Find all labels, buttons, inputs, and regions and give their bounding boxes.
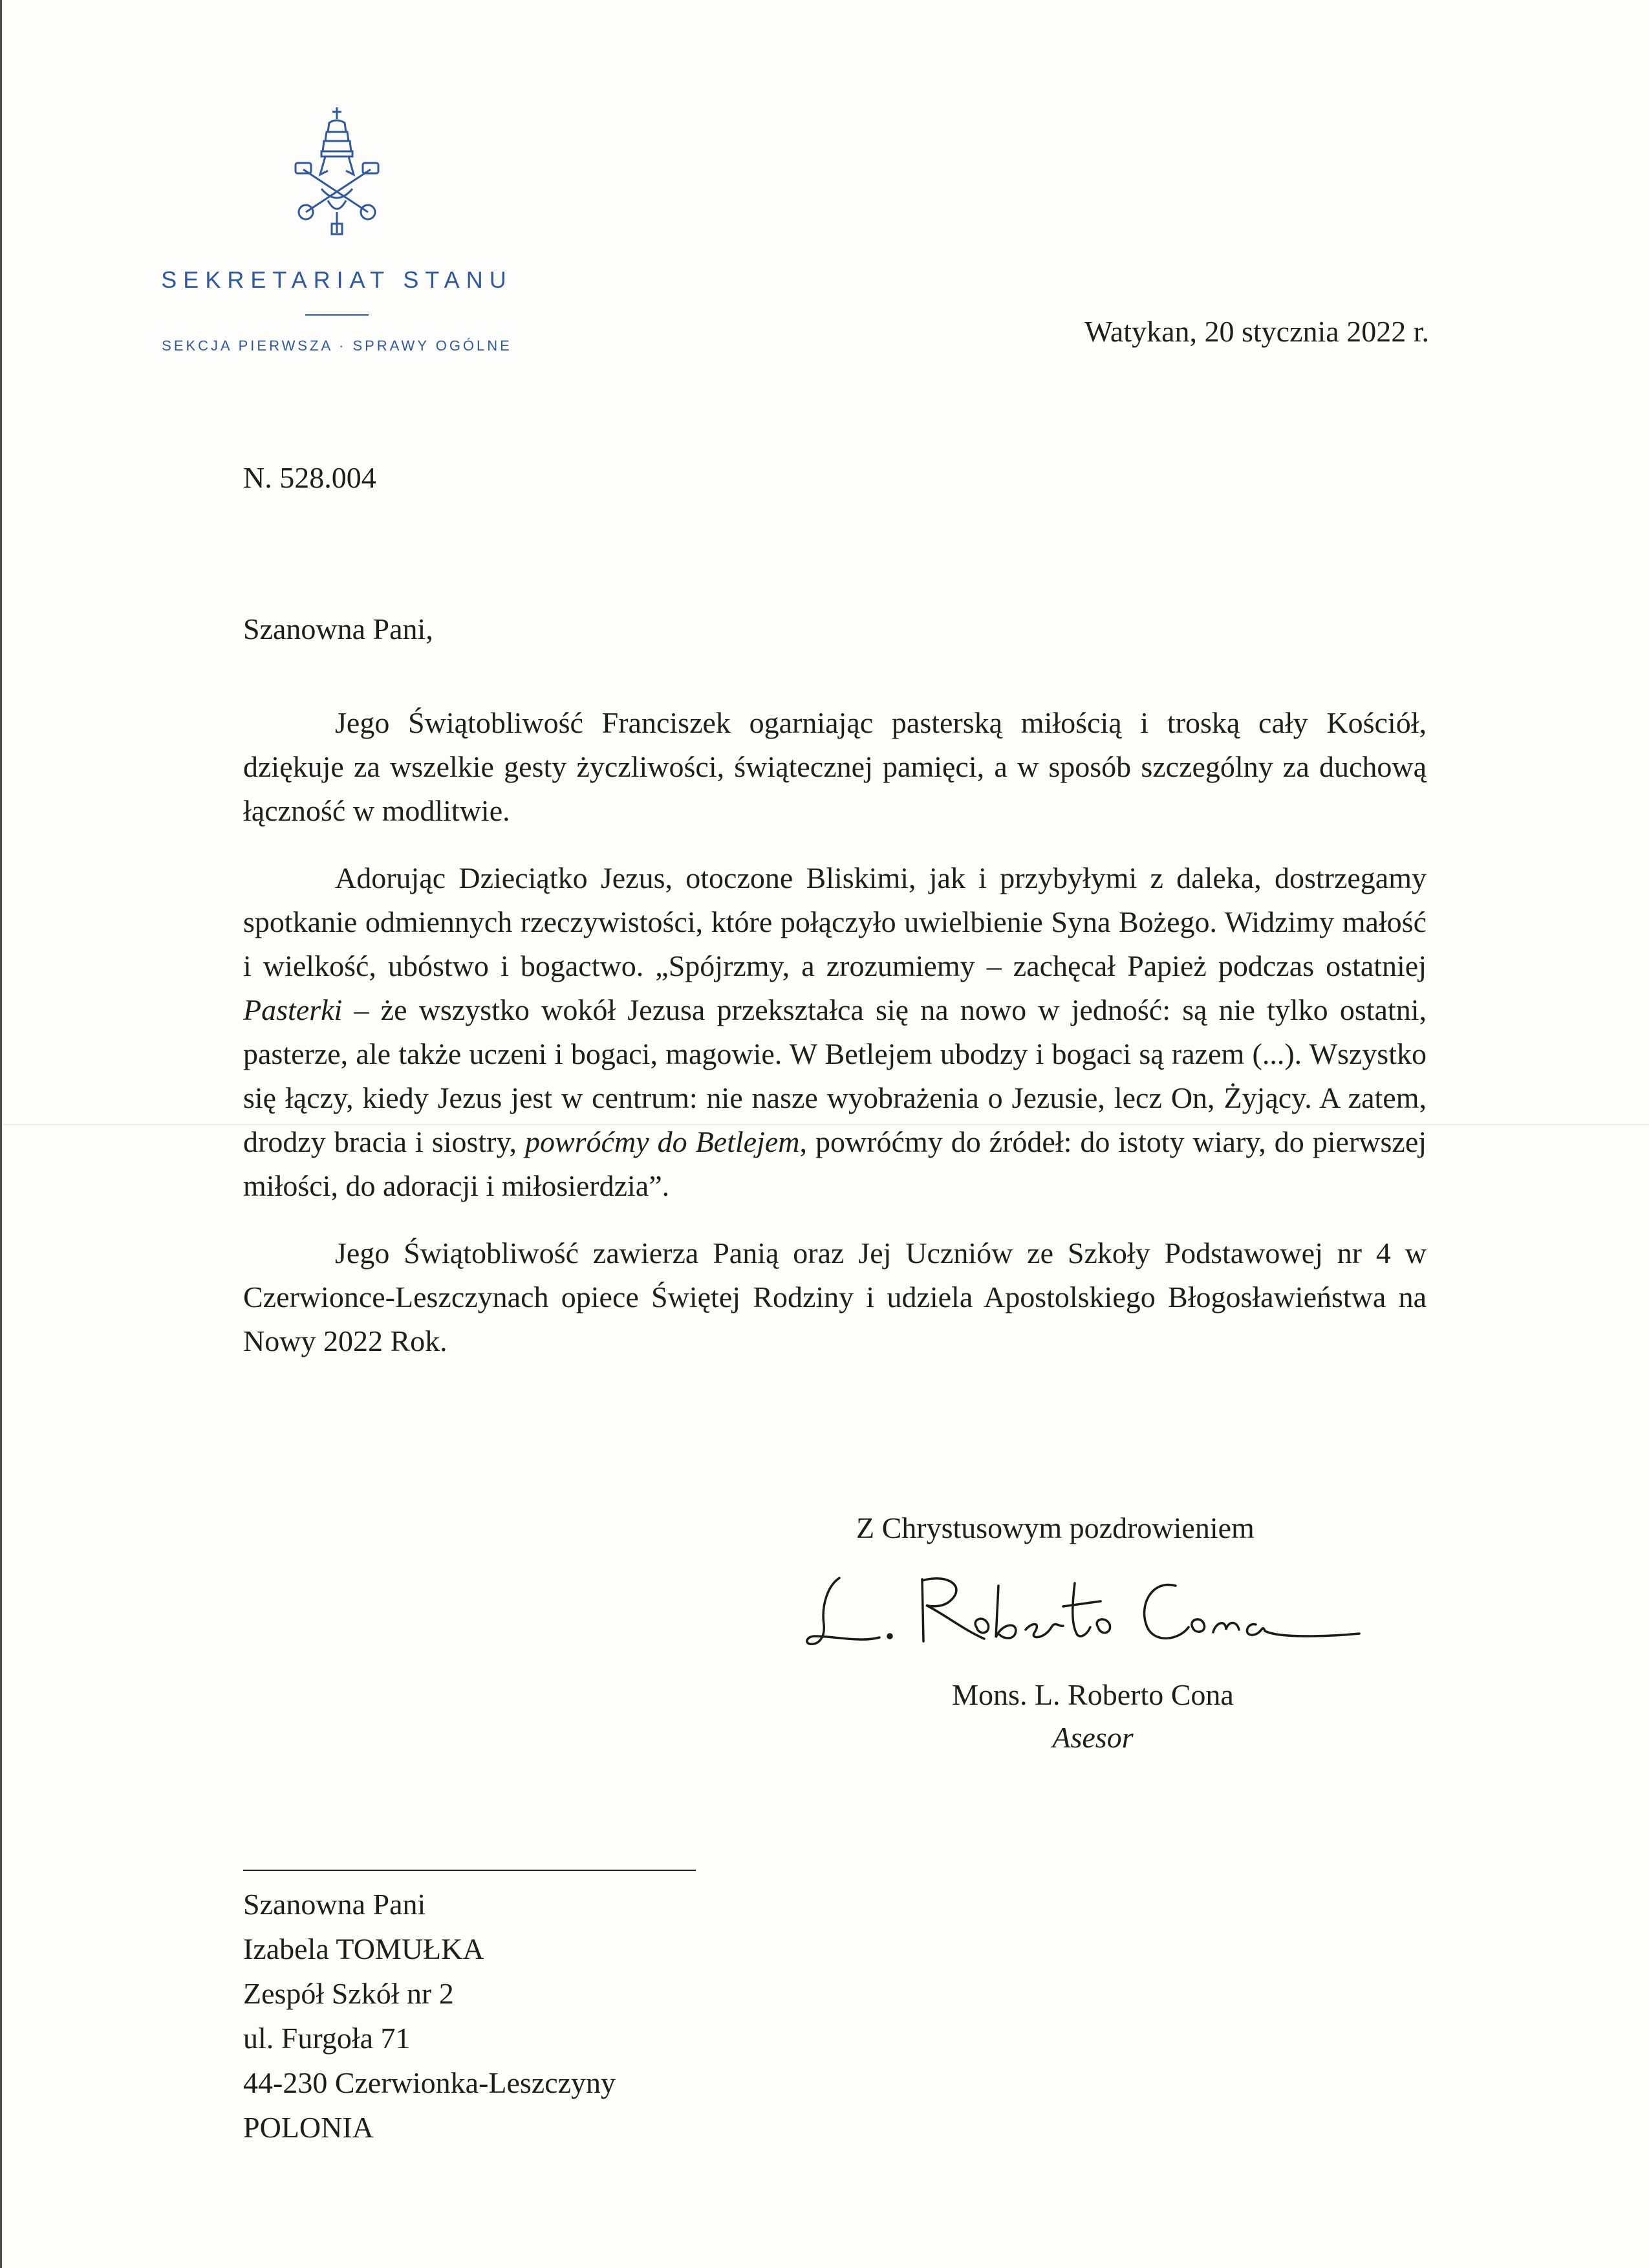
address-line: Zespół Szkół nr 2 xyxy=(243,1977,454,2010)
address-line: Izabela TOMUŁKA xyxy=(243,1932,484,1965)
section-name: SEKCJA PIERWSZA · SPRAWY OGÓLNE xyxy=(162,338,512,354)
paragraph-2-text-b: – że wszystko wokół Jezusa przekształca się na nowo w jedność: są nie tylko ostatni, pasterze, ale także uczeni i bogaci, magowie. W Betlejem ubodzy i bogaci są razem (...). Wszystko się łączy, kiedy Jezus jest w centrum: nie nasze wyobrażenia o Jezusie, lecz On, Żyjący. A zatem, drodzy bracia i siostry, xyxy=(243,993,1427,1158)
address-line: 44-230 Czerwionka-Leszczyny xyxy=(243,2066,616,2099)
address-divider xyxy=(243,1870,696,1871)
papal-crest-icon xyxy=(292,103,382,239)
signer-name: Mons. L. Roberto Cona xyxy=(952,1678,1234,1711)
paragraph-2-italic-b: powróćmy do Betlejem xyxy=(524,1125,800,1158)
letterhead xyxy=(127,103,547,354)
body-paragraph-3: Jego Świątobliwość zawierza Panią oraz Jej Uczniów ze Szkoły Podstawowej nr 4 w Czerwionce-Leszczynach opiece Świętej Rodziny i udziela Apostolskiego Błogosławieństwa na Nowy 2022 Rok. xyxy=(243,1237,1427,1357)
reference-number: N. 528.004 xyxy=(243,461,376,494)
body-paragraph-1: Jego Świątobliwość Franciszek ogarniając pasterską miłością i troską cały Kościół, dziękuje za wszelkie gesty życzliwości, świątecznej pamięci, a w sposób szczególny za duchową łączność w modlitwie. xyxy=(243,706,1427,827)
closing-line: Z Chrystusowym pozdrowieniem xyxy=(856,1511,1255,1544)
salutation: Szanowna Pani, xyxy=(243,612,433,645)
handwritten-signature xyxy=(802,1560,1371,1657)
organization-name: SEKRETARIAT STANU xyxy=(161,266,513,293)
body-paragraph-2 xyxy=(243,856,1427,1208)
paper-edge xyxy=(0,0,2,2268)
paragraph-2-text-a: Adorując Dzieciątko Jezus, otoczone Bliskimi, jak i przybyłymi z daleka, dostrzegamy spotkanie odmiennych rzeczywistości, które połączyło uwielbienie Syna Bożego. Widzimy małość i wielkość, ubóstwo i bogactwo. „Spójrzmy, a zrozumiemy – zachęcał Papież podczas ostatniej xyxy=(243,861,1427,982)
letterhead-divider xyxy=(305,314,369,316)
recipient-address xyxy=(243,1882,616,2150)
address-line: Szanowna Pani xyxy=(243,1888,426,1921)
address-line: ul. Furgoła 71 xyxy=(243,2022,411,2055)
paragraph-2-italic-a: Pasterki xyxy=(243,993,343,1026)
letter-date: Watykan, 20 stycznia 2022 r. xyxy=(1084,315,1429,348)
address-line: POLONIA xyxy=(243,2111,374,2144)
signer-title: Asesor xyxy=(1052,1721,1134,1754)
paragraph-2-text-c: , powróćmy do źródeł: do istoty wiary, do pierwszej miłości, do adoracji i miłosierdzia”. xyxy=(243,1125,1427,1202)
letter-body xyxy=(243,701,1427,1387)
signer-block xyxy=(925,1674,1261,1759)
